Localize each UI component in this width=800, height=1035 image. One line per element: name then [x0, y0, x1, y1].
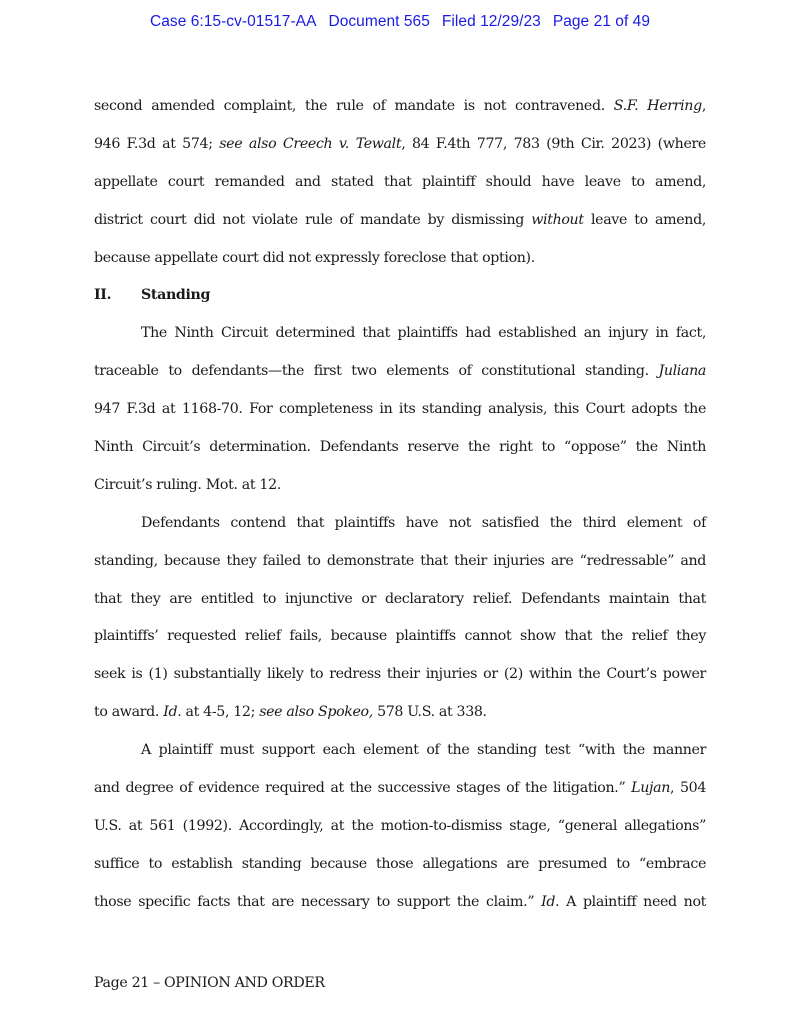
- document-body: [94, 88, 706, 922]
- text-line: plaintiffs’ requested relief fails, because plaintiffs cannot show that the relief they: [94, 628, 706, 645]
- page-footer: Page 21 – OPINION AND ORDER: [94, 975, 325, 991]
- case-citation: see also Spokeo,: [259, 704, 373, 721]
- text-line: traceable to defendants—the first two elements of constitutional standing. Juliana: [94, 363, 706, 380]
- document-number: Document 565: [328, 13, 430, 30]
- text-line: district court did not violate rule of mandate by dismissing without leave to amend,: [94, 211, 706, 228]
- filed-date: Filed 12/29/23: [441, 13, 541, 30]
- text-line: U.S. at 561 (1992). Accordingly, at the motion-to-dismiss stage, “general allegations”: [94, 817, 706, 834]
- paragraph-plaintiff-must: [94, 732, 706, 921]
- text-line: The Ninth Circuit determined that plaintiffs had established an injury in fact,: [141, 325, 706, 342]
- emphasis: without: [531, 211, 584, 228]
- case-citation: Id: [163, 704, 178, 721]
- text-line: Defendants contend that plaintiffs have not satisfied the third element of: [141, 514, 706, 531]
- text-line: to award. Id. at 4-5, 12; see also Spokeo, 578 U.S. at 338.: [94, 704, 487, 721]
- paragraph-defendants-contend: [94, 505, 706, 732]
- section-title: Standing: [141, 287, 211, 304]
- text-line: and degree of evidence required at the successive stages of the litigation.” Lujan, 504: [94, 780, 706, 797]
- section-heading: [94, 277, 706, 315]
- text-line: those specific facts that are necessary to support the claim.” Id. A plaintiff need not: [94, 893, 707, 910]
- text-line: seek is (1) substantially likely to redress their injuries or (2) within the Court’s power: [94, 666, 706, 683]
- text-line: suffice to establish standing because those allegations are presumed to “embrace: [94, 855, 706, 872]
- text-line: standing, because they failed to demonstrate that their injuries are “redressable” and: [94, 552, 706, 569]
- text-line: appellate court remanded and stated that plaintiff should have leave to amend,: [94, 173, 706, 190]
- case-number: Case 6:15-cv-01517-AA: [149, 13, 317, 30]
- text-line: because appellate court did not expressly foreclose that option).: [94, 249, 535, 266]
- text-line: that they are entitled to injunctive or declaratory relief. Defendants maintain that: [94, 590, 706, 607]
- text-line: Ninth Circuit’s determination. Defendants reserve the right to “oppose” the Ninth: [94, 439, 706, 456]
- text-line: Circuit’s ruling. Mot. at 12.: [94, 476, 281, 493]
- text-line: second amended complaint, the rule of mandate is not contravened. S.F. Herring,: [94, 98, 706, 114]
- section-number: II.: [94, 287, 112, 304]
- text-line: A plaintiff must support each element of the standing test “with the manner: [141, 742, 706, 759]
- case-citation: see also Creech v. Tewalt: [219, 135, 402, 152]
- ecf-header: [0, 13, 800, 31]
- case-citation: Juliana: [658, 363, 706, 380]
- case-citation: Id: [541, 893, 556, 910]
- paragraph-ninth-circuit: [94, 315, 706, 504]
- text-line: 947 F.3d at 1168-70. For completeness in its standing analysis, this Court adopts the: [94, 401, 706, 418]
- paragraph-mandate: [94, 88, 706, 277]
- page-count: Page 21 of 49: [552, 13, 651, 30]
- case-citation: Lujan: [631, 780, 670, 797]
- case-citation: S.F. Herring: [613, 98, 702, 114]
- text-line: 946 F.3d at 574; see also Creech v. Tewalt, 84 F.4th 777, 783 (9th Cir. 2023) (where: [94, 135, 706, 152]
